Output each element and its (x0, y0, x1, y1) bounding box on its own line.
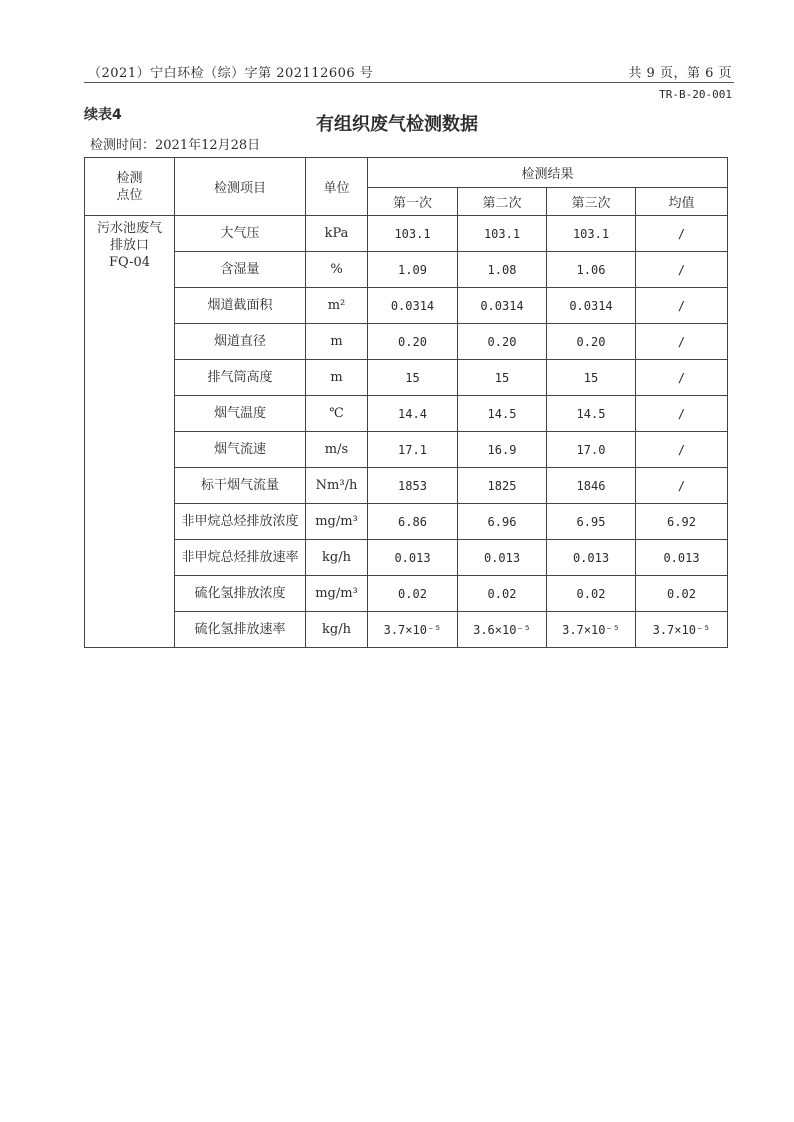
value-cell: 0.02 (458, 576, 547, 612)
item-cell: 硫化氢排放浓度 (175, 576, 306, 612)
item-cell: 烟气流速 (175, 432, 306, 468)
unit-cell: mg/m³ (306, 576, 368, 612)
table-row (85, 432, 728, 468)
header-results: 检测结果 (368, 158, 728, 188)
value-cell: 15 (368, 360, 458, 396)
value-cell: 15 (458, 360, 547, 396)
value-cell: 3.7×10⁻⁵ (368, 612, 458, 648)
header-average: 均值 (636, 188, 728, 216)
item-cell: 非甲烷总烃排放浓度 (175, 504, 306, 540)
value-cell: 0.20 (547, 324, 636, 360)
value-cell: 0.013 (547, 540, 636, 576)
average-cell: 0.02 (636, 576, 728, 612)
item-cell: 非甲烷总烃排放速率 (175, 540, 306, 576)
table-row (85, 540, 728, 576)
value-cell: 16.9 (458, 432, 547, 468)
header-second: 第二次 (458, 188, 547, 216)
header-point: 检测 点位 (85, 158, 175, 216)
average-cell: 3.7×10⁻⁵ (636, 612, 728, 648)
value-cell: 0.013 (368, 540, 458, 576)
document-code: TR-B-20-001 (659, 88, 732, 101)
continuation-label: 续表4 (84, 107, 122, 123)
average-cell: / (636, 468, 728, 504)
item-cell: 烟道直径 (175, 324, 306, 360)
unit-cell: m (306, 324, 368, 360)
header-third: 第三次 (547, 188, 636, 216)
value-cell: 14.5 (458, 396, 547, 432)
value-cell: 14.5 (547, 396, 636, 432)
unit-cell: m (306, 360, 368, 396)
header-item: 检测项目 (175, 158, 306, 216)
table-row (85, 396, 728, 432)
header-divider (84, 82, 734, 83)
page-info: 共 9 页，第 6 页 (628, 66, 732, 81)
page-title: 有组织废气检测数据 (316, 114, 478, 135)
average-cell: / (636, 216, 728, 252)
header-first: 第一次 (368, 188, 458, 216)
table-row (85, 576, 728, 612)
item-cell: 烟气温度 (175, 396, 306, 432)
unit-cell: m/s (306, 432, 368, 468)
report-number: （2021）宁白环检（综）字第 202112606 号 (88, 66, 374, 81)
average-cell: / (636, 396, 728, 432)
value-cell: 0.02 (547, 576, 636, 612)
value-cell: 6.95 (547, 504, 636, 540)
value-cell: 0.20 (458, 324, 547, 360)
average-cell: / (636, 360, 728, 396)
item-cell: 含湿量 (175, 252, 306, 288)
value-cell: 1825 (458, 468, 547, 504)
test-date: 检测时间：2021年12月28日 (90, 138, 261, 153)
value-cell: 0.20 (368, 324, 458, 360)
value-cell: 1846 (547, 468, 636, 504)
average-cell: / (636, 288, 728, 324)
average-cell: 0.013 (636, 540, 728, 576)
value-cell: 3.6×10⁻⁵ (458, 612, 547, 648)
value-cell: 17.1 (368, 432, 458, 468)
value-cell: 103.1 (458, 216, 547, 252)
item-cell: 大气压 (175, 216, 306, 252)
value-cell: 6.96 (458, 504, 547, 540)
header-unit: 单位 (306, 158, 368, 216)
value-cell: 0.02 (368, 576, 458, 612)
value-cell: 0.0314 (458, 288, 547, 324)
average-cell: / (636, 432, 728, 468)
value-cell: 17.0 (547, 432, 636, 468)
value-cell: 3.7×10⁻⁵ (547, 612, 636, 648)
unit-cell: Nm³/h (306, 468, 368, 504)
value-cell: 0.0314 (368, 288, 458, 324)
table-row (85, 468, 728, 504)
table-row (85, 288, 728, 324)
value-cell: 1.06 (547, 252, 636, 288)
table-row (85, 612, 728, 648)
unit-cell: m² (306, 288, 368, 324)
value-cell: 103.1 (547, 216, 636, 252)
table-row (85, 360, 728, 396)
value-cell: 14.4 (368, 396, 458, 432)
unit-cell: kPa (306, 216, 368, 252)
average-cell: / (636, 324, 728, 360)
sampling-point: 污水池废气 排放口 FQ-04 (85, 216, 175, 648)
average-cell: / (636, 252, 728, 288)
value-cell: 103.1 (368, 216, 458, 252)
value-cell: 0.013 (458, 540, 547, 576)
table-row (85, 504, 728, 540)
value-cell: 1.09 (368, 252, 458, 288)
emission-data-table (84, 157, 728, 648)
value-cell: 1.08 (458, 252, 547, 288)
unit-cell: % (306, 252, 368, 288)
value-cell: 15 (547, 360, 636, 396)
unit-cell: ℃ (306, 396, 368, 432)
table-row (85, 252, 728, 288)
item-cell: 烟道截面积 (175, 288, 306, 324)
value-cell: 6.86 (368, 504, 458, 540)
average-cell: 6.92 (636, 504, 728, 540)
unit-cell: kg/h (306, 612, 368, 648)
item-cell: 标干烟气流量 (175, 468, 306, 504)
value-cell: 0.0314 (547, 288, 636, 324)
value-cell: 1853 (368, 468, 458, 504)
unit-cell: mg/m³ (306, 504, 368, 540)
table-row (85, 216, 728, 252)
unit-cell: kg/h (306, 540, 368, 576)
item-cell: 硫化氢排放速率 (175, 612, 306, 648)
table-row (85, 324, 728, 360)
item-cell: 排气筒高度 (175, 360, 306, 396)
